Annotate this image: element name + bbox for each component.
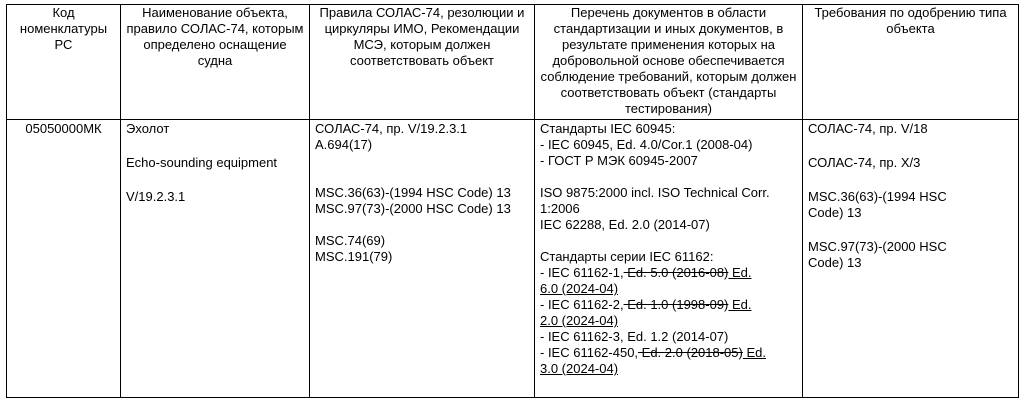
nomenclature-code: 05050000МК (25, 121, 102, 136)
header-standards: Перечень документов в области стандартизации и иных документов, в результате применения которых на добровольной основе обеспечивается соблюдение требований, которым должен соответствовать объект (стандарты тестирования) (535, 5, 803, 120)
header-approval: Требования по одобрению типа объекта (803, 5, 1019, 120)
new-edition: 2.0 (2024-04) (540, 313, 619, 328)
approval-solas-x3: СОЛАС-74, пр. X/3 (808, 155, 921, 170)
new-edition: 6.0 (2024-04) (540, 281, 619, 296)
superseded-edition: Ed. 1.0 (1998-09) (623, 297, 729, 312)
object-name-ru: Эхолот (126, 121, 170, 136)
solas-rule: V/19.2.3.1 (126, 189, 186, 204)
header-rules: Правила СОЛАС-74, резолюции и циркуляры ИМО, Рекомендации МСЭ, которым должен соответствовать объект (310, 5, 535, 120)
header-row (7, 5, 1019, 120)
iec61162-1: - IEC 61162-1, Ed. 5.0 (2016-08) Ed. (540, 265, 752, 280)
iec61162-3: - IEC 61162-3, Ed. 1.2 (2014-07) (540, 329, 729, 344)
approval-msc36-2: Code) 13 (808, 205, 862, 220)
iec61162-title: Стандарты серии IEC 61162: (540, 249, 714, 264)
new-edition: Ed. (728, 265, 752, 280)
superseded-edition: Ed. 5.0 (2016-08) (623, 265, 729, 280)
iec61162-2-cont (540, 313, 797, 329)
iso9875-line-2: 1:2006 (540, 201, 580, 216)
new-edition: Ed. (742, 345, 766, 360)
rule-msc36: MSC.36(63)-(1994 HSC Code) 13 (315, 185, 511, 200)
header-object-name: Наименование объекта, правило СОЛАС-74, которым определено оснащение судна (121, 5, 310, 120)
superseded-edition: Ed. 2.0 (2018-05) (638, 345, 743, 360)
iec61162-450: - IEC 61162-450, Ed. 2.0 (2018-05) Ed. (540, 345, 766, 360)
table-row (7, 120, 1019, 398)
cell-approval (803, 120, 1019, 398)
iec62288: IEC 62288, Ed. 2.0 (2014-07) (540, 217, 710, 232)
header-code: Код номенклатуры РС (7, 5, 121, 120)
iec61162-2: - IEC 61162-2, Ed. 1.0 (1998-09) Ed. (540, 297, 752, 312)
iso9875-line-1: ISO 9875:2000 incl. ISO Technical Corr. (540, 185, 770, 200)
iec61162-1-cont (540, 281, 797, 297)
approval-msc97-2: Code) 13 (808, 255, 862, 270)
iec61162-450-cont (540, 361, 797, 377)
cell-standards (535, 120, 803, 398)
rule-msc97: MSC.97(73)-(2000 HSC Code) 13 (315, 201, 511, 216)
approval-solas-v18: СОЛАС-74, пр. V/18 (808, 121, 928, 136)
cell-rules (310, 120, 535, 398)
approval-msc36-1: MSC.36(63)-(1994 HSC (808, 189, 947, 204)
iec60945-item-1: - IEC 60945, Ed. 4.0/Cor.1 (2008-04) (540, 137, 753, 152)
cell-object-name (121, 120, 310, 398)
iec60945-item-2: - ГОСТ Р МЭК 60945-2007 (540, 153, 698, 168)
iec60945-title: Стандарты IEC 60945: (540, 121, 676, 136)
cell-code (7, 120, 121, 398)
nomenclature-table (6, 4, 1019, 398)
rule-a694: A.694(17) (315, 137, 373, 152)
new-edition: Ed. (728, 297, 752, 312)
rule-msc74: MSC.74(69) (315, 233, 386, 248)
approval-msc97-1: MSC.97(73)-(2000 HSC (808, 239, 947, 254)
object-name-en: Echo-sounding equipment (126, 155, 278, 170)
rule-solas: СОЛАС-74, пр. V/19.2.3.1 (315, 121, 468, 136)
new-edition: 3.0 (2024-04) (540, 361, 619, 376)
rule-msc191: MSC.191(79) (315, 249, 393, 264)
